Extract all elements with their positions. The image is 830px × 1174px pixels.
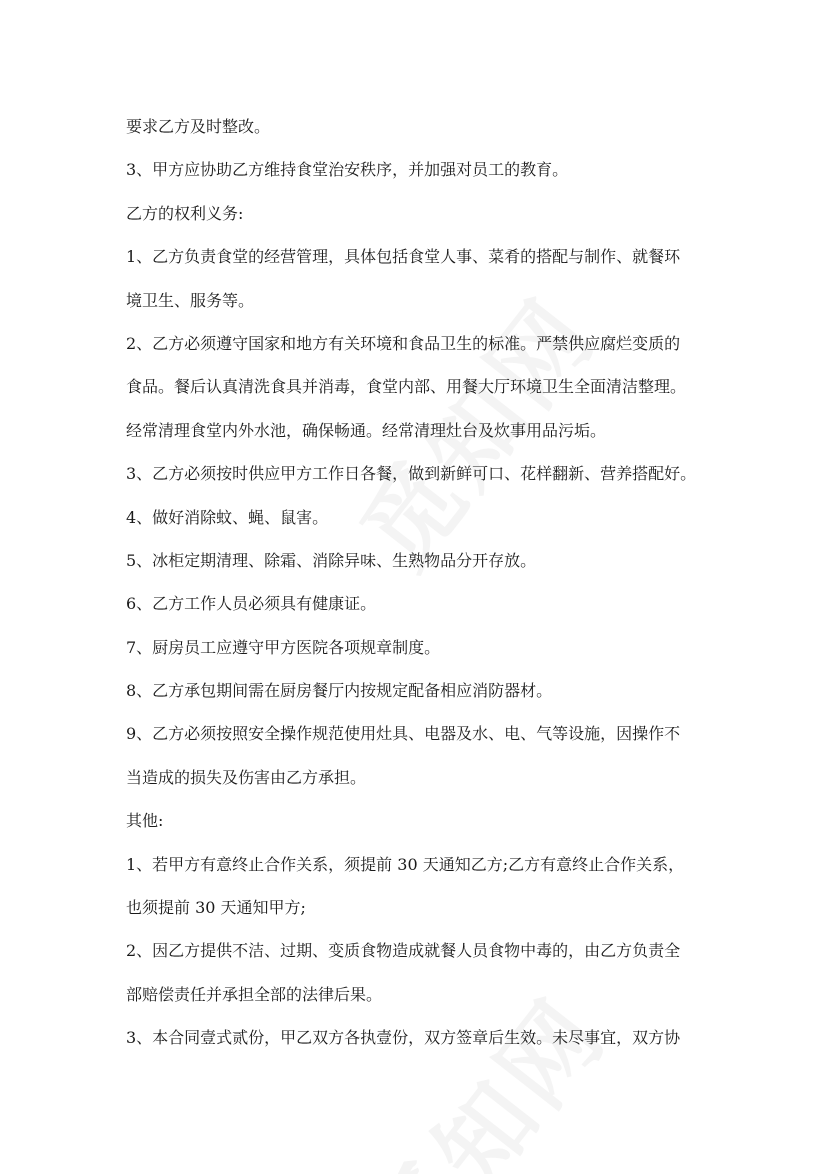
section-heading: 乙方的权利义务: <box>126 203 244 223</box>
text-line: 境卫生、服务等。 <box>126 290 255 310</box>
text-line: 部赔偿责任并承担全部的法律后果。 <box>126 984 383 1004</box>
section-heading: 其他: <box>126 811 164 831</box>
text-line: 4、做好消除蚊、蝇、鼠害。 <box>126 507 329 527</box>
text-line: 1、乙方负责食堂的经营管理，具体包括食堂人事、菜肴的搭配与制作、就餐环 <box>126 247 681 267</box>
document-body <box>126 105 712 1060</box>
text-line: 6、乙方工作人员必须具有健康证。 <box>126 594 377 614</box>
text-line: 5、冰柜定期清理、除霜、消除异味、生熟物品分开存放。 <box>126 550 537 570</box>
text-line: 1、若甲方有意终止合作关系，须提前 30 天通知乙方;乙方有意终止合作关系， <box>126 854 685 874</box>
text-line: 当造成的损失及伤害由乙方承担。 <box>126 767 367 787</box>
text-line: 3、本合同壹式贰份，甲乙双方各执壹份，双方签章后生效。未尽事宜，双方协 <box>126 1028 681 1048</box>
text-line: 食品。餐后认真清洗食具并消毒，食堂内部、用餐大厅环境卫生全面清洁整理。 <box>126 377 687 397</box>
text-line: 也须提前 30 天通知甲方; <box>126 898 306 918</box>
text-line: 经常清理食堂内外水池，确保畅通。经常清理灶台及炊事用品污垢。 <box>126 420 607 440</box>
text-line: 7、厨房员工应遵守甲方医院各项规章制度。 <box>126 637 441 657</box>
text-line: 3、乙方必须按时供应甲方工作日各餐，做到新鲜可口、花样翻新、营养搭配好。 <box>126 464 697 484</box>
text-line: 3、甲方应协助乙方维持食堂治安秩序，并加强对员工的教育。 <box>126 160 569 180</box>
text-line: 9、乙方必须按照安全操作规范使用灶具、电器及水、电、气等设施，因操作不 <box>126 724 681 744</box>
text-line: 8、乙方承包期间需在厨房餐厅内按规定配备相应消防器材。 <box>126 681 553 701</box>
text-line: 要求乙方及时整改。 <box>126 117 271 136</box>
text-line: 2、乙方必须遵守国家和地方有关环境和食品卫生的标准。严禁供应腐烂变质的 <box>126 333 681 353</box>
text-line: 2、因乙方提供不洁、过期、变质食物造成就餐人员食物中毒的，由乙方负责全 <box>126 941 681 961</box>
